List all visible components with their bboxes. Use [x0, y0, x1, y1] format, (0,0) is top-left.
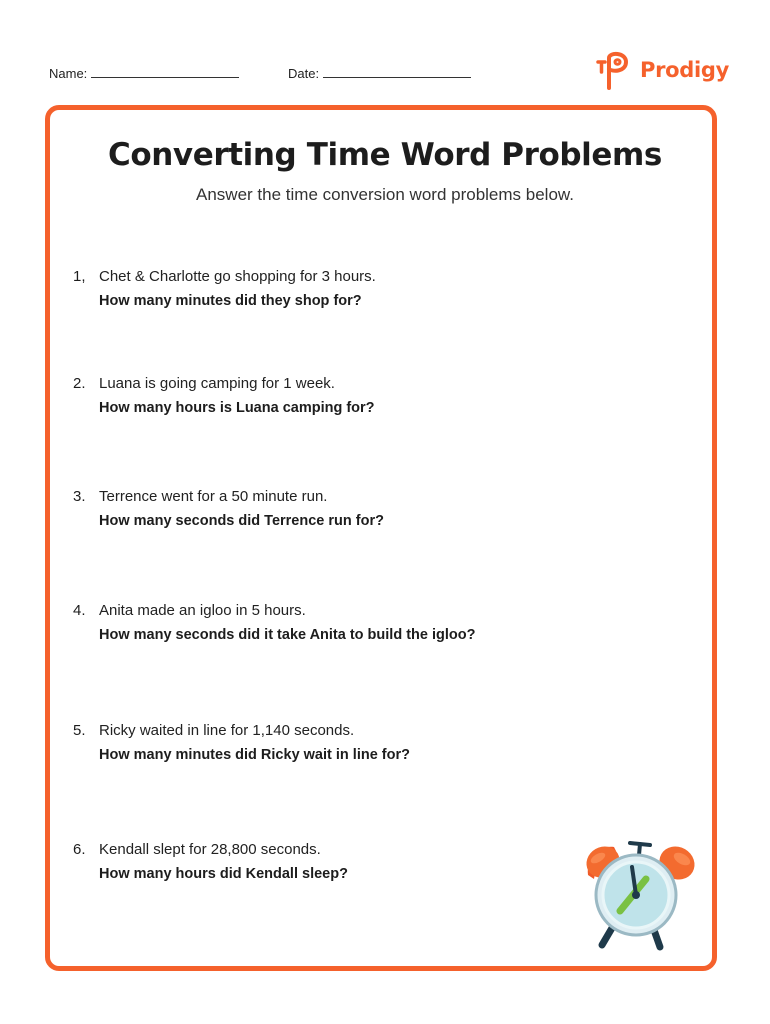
question-ask: How many hours is Luana camping for? [99, 400, 375, 416]
question-number: 4. [73, 602, 86, 619]
question-3 [73, 485, 673, 533]
date-label: Date: [288, 66, 320, 81]
name-field[interactable] [49, 65, 239, 81]
name-label: Name: [49, 66, 88, 81]
question-text: Chet & Charlotte go shopping for 3 hours. [99, 268, 376, 285]
question-number: 6. [73, 841, 86, 858]
question-ask: How many minutes did Ricky wait in line for? [99, 747, 410, 763]
question-5 [73, 719, 673, 767]
date-blank-line[interactable] [323, 65, 471, 78]
page-title: Converting Time Word Problems [108, 137, 662, 173]
question-text: Ricky waited in line for 1,140 seconds. [99, 722, 355, 739]
question-number: 3. [73, 488, 86, 505]
question-ask: How many minutes did they shop for? [99, 293, 362, 309]
question-number: 2. [73, 375, 86, 392]
question-text: Anita made an igloo in 5 hours. [99, 602, 306, 619]
question-text: Luana is going camping for 1 week. [99, 375, 335, 392]
question-text: Kendall slept for 28,800 seconds. [99, 841, 321, 858]
question-1 [73, 265, 673, 313]
question-4 [73, 599, 673, 647]
question-2 [73, 372, 673, 420]
question-ask: How many hours did Kendall sleep? [99, 866, 348, 882]
question-ask: How many seconds did Terrence run for? [99, 513, 384, 529]
question-number: 5. [73, 722, 86, 739]
date-field[interactable] [288, 65, 471, 81]
name-blank-line[interactable] [91, 65, 239, 78]
question-ask: How many seconds did it take Anita to build the igloo? [99, 627, 476, 643]
prodigy-logo [592, 48, 729, 92]
prodigy-logo-icon [592, 48, 636, 92]
page-subtitle: Answer the time conversion word problems below. [196, 185, 574, 204]
alarm-clock-illustration [580, 833, 705, 963]
brand-name: Prodigy [640, 58, 730, 82]
alarm-clock-icon [580, 833, 705, 958]
question-text: Terrence went for a 50 minute run. [99, 488, 328, 505]
question-number: 1, [73, 268, 86, 285]
